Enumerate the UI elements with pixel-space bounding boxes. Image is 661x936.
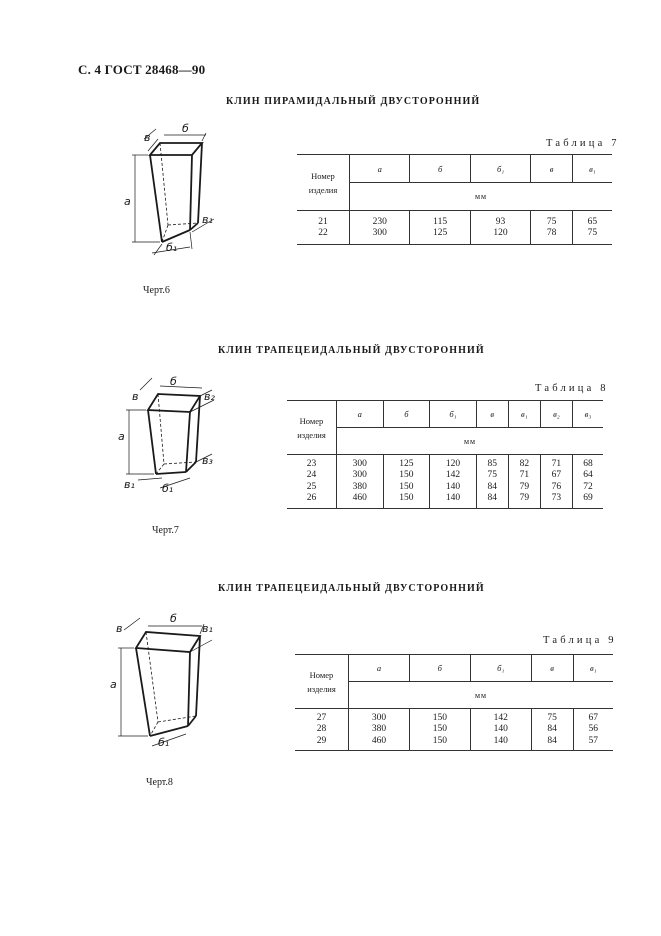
- cell: 71: [508, 470, 540, 482]
- cell: 78: [531, 228, 573, 244]
- figure-label: в₁: [124, 478, 135, 491]
- cell: 380: [349, 724, 410, 736]
- cell: 150: [409, 724, 470, 736]
- col-header: а: [350, 155, 410, 183]
- col-header-number: изделия: [307, 683, 336, 694]
- table-row: [297, 217, 612, 229]
- col-header: в₁: [572, 155, 612, 183]
- table-label-9: Таблица 9: [543, 635, 617, 646]
- cell: 150: [409, 736, 470, 751]
- cell: 93: [470, 217, 530, 229]
- col-header: б₁: [470, 155, 530, 183]
- cell: 84: [531, 736, 573, 751]
- figure-label: а: [124, 195, 131, 208]
- table-row: [287, 459, 603, 471]
- table-row: [295, 713, 613, 725]
- cell: 75: [476, 470, 508, 482]
- figure-label: в₁: [202, 213, 213, 226]
- col-header: в₃: [572, 401, 603, 428]
- cell: 140: [470, 736, 531, 751]
- cell: 125: [410, 228, 470, 244]
- cell: 142: [470, 713, 531, 725]
- col-header: в: [531, 655, 573, 682]
- table-row: [295, 736, 613, 751]
- section-title-3: КЛИН ТРАПЕЦЕИДАЛЬНЫЙ ДВУСТОРОННИЙ: [218, 583, 485, 594]
- col-header: а: [337, 401, 384, 428]
- cell: 67: [588, 712, 599, 723]
- cell: 84: [476, 482, 508, 494]
- table-row: [287, 482, 603, 494]
- cell: 22: [297, 228, 350, 244]
- cell: 79: [508, 482, 540, 494]
- cell: 73: [540, 493, 572, 508]
- cell: 125: [383, 459, 430, 471]
- cell: 68: [583, 458, 593, 469]
- cell: 65: [587, 216, 598, 227]
- figure-label: в₃: [202, 454, 213, 467]
- cell: 25: [287, 482, 337, 494]
- figure-label: в: [144, 131, 151, 144]
- col-header: а: [349, 655, 410, 682]
- col-header: в: [531, 155, 573, 183]
- figure-label: в₂: [204, 390, 215, 403]
- cell: 460: [349, 736, 410, 751]
- col-header: б: [409, 655, 470, 682]
- table-label-7: Таблица 7: [546, 138, 620, 149]
- cell: 72: [583, 481, 593, 492]
- cell: 120: [430, 459, 477, 471]
- col-header: б₁: [430, 401, 477, 428]
- cell: 150: [383, 493, 430, 508]
- data-table-7: [297, 154, 612, 245]
- cell: 56: [588, 724, 599, 734]
- cell: 84: [476, 493, 508, 508]
- cell: 28: [295, 724, 349, 736]
- col-header: в₁: [508, 401, 540, 428]
- col-header-number: изделия: [308, 184, 338, 195]
- cell: 230: [350, 217, 410, 229]
- cell: 75: [587, 228, 598, 238]
- cell: 82: [508, 459, 540, 471]
- data-table-9: [295, 654, 613, 751]
- cell: 380: [337, 482, 384, 494]
- figure-caption-8: Черт.8: [146, 777, 173, 788]
- cell: 140: [470, 724, 531, 736]
- cell: 140: [430, 482, 477, 494]
- col-header: в: [476, 401, 508, 428]
- cell: 300: [349, 713, 410, 725]
- table-label-8: Таблица 8: [535, 383, 609, 394]
- cell: 85: [476, 459, 508, 471]
- cell: 150: [409, 713, 470, 725]
- col-header: б: [383, 401, 430, 428]
- wedge-drawing-7: [112, 372, 222, 502]
- units-label: мм: [349, 682, 614, 709]
- figure-label: б₁: [158, 736, 170, 749]
- cell: 300: [350, 228, 410, 244]
- units-label: мм: [337, 428, 604, 455]
- cell: 75: [531, 713, 573, 725]
- cell: 69: [583, 493, 593, 503]
- data-table-8: [287, 400, 603, 509]
- col-header-number: Номер: [311, 170, 335, 181]
- cell: 75: [531, 217, 573, 229]
- page-header: С. 4 ГОСТ 28468—90: [78, 62, 206, 77]
- cell: 64: [583, 470, 593, 480]
- cell: 300: [337, 459, 384, 471]
- table-row: [297, 228, 612, 244]
- figure-label: в₁: [202, 622, 213, 635]
- table-row: [287, 470, 603, 482]
- cell: 150: [383, 470, 430, 482]
- cell: 24: [287, 470, 337, 482]
- table-row: [287, 493, 603, 508]
- wedge-drawing-6: [118, 122, 223, 265]
- cell: 76: [540, 482, 572, 494]
- col-header: б₁: [470, 655, 531, 682]
- col-header: б: [410, 155, 470, 183]
- cell: 142: [430, 470, 477, 482]
- figure-label: в: [116, 622, 123, 635]
- cell: 120: [470, 228, 530, 244]
- cell: 140: [430, 493, 477, 508]
- cell: 71: [540, 459, 572, 471]
- units-label: мм: [350, 183, 613, 211]
- cell: 27: [295, 713, 349, 725]
- figure-caption-7: Черт.7: [152, 525, 179, 536]
- figure-label: а: [118, 430, 125, 443]
- col-header-number: Номер: [299, 415, 324, 426]
- cell: 300: [337, 470, 384, 482]
- figure-label: а: [110, 678, 117, 691]
- cell: 29: [295, 736, 349, 751]
- col-header-number: изделия: [297, 429, 326, 440]
- cell: 67: [540, 470, 572, 482]
- col-header: в₂: [540, 401, 572, 428]
- section-title-2: КЛИН ТРАПЕЦЕИДАЛЬНЫЙ ДВУСТОРОННИЙ: [218, 345, 485, 356]
- cell: 21: [297, 217, 350, 229]
- figure-label: б: [170, 612, 177, 625]
- cell: 115: [410, 217, 470, 229]
- cell: 150: [383, 482, 430, 494]
- figure-label: б: [170, 375, 177, 388]
- table-row: [295, 724, 613, 736]
- col-header: в₁: [573, 655, 613, 682]
- figure-label: в: [132, 390, 139, 403]
- cell: 26: [287, 493, 337, 508]
- cell: 23: [287, 459, 337, 471]
- col-header-number: Номер: [309, 669, 334, 680]
- cell: 57: [588, 735, 599, 746]
- wedge-drawing-8: [104, 608, 219, 758]
- cell: 84: [531, 724, 573, 736]
- cell: 460: [337, 493, 384, 508]
- section-title-1: КЛИН ПИРАМИДАЛЬНЫЙ ДВУСТОРОННИЙ: [226, 96, 481, 107]
- cell: 79: [508, 493, 540, 508]
- figure-label: б₁: [162, 482, 174, 495]
- figure-caption-6: Черт.6: [143, 285, 170, 296]
- figure-label: б: [182, 122, 189, 135]
- figure-label: б₁: [166, 241, 178, 254]
